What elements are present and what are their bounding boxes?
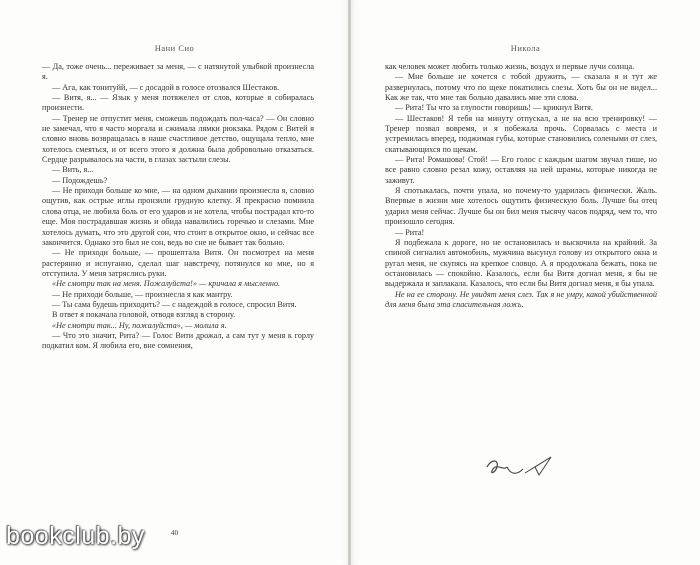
paragraph: — Что это значит, Рита? — Голос Вити дрожал, а сам тут у меня к горлу подкатил ком. Я любила его, вне сомнения, [42,330,314,351]
paragraph: — Не приходи больше, — произнесла я как мантру. [52,289,233,299]
paragraph: — Ты сама будешь приходить? — с надеждой в голосе, спросил Витя. [52,299,297,309]
paragraph: «Не смотри так на меня. Пожалуйста!» — кричала я мысленно. [52,279,281,289]
paragraph: Не на ее сторону. Не увидят меня слез. Так я не умру, какой убийственной для меня была эта спасительная ложь. [385,289,657,309]
paragraph: — Мне больше не хочется с тобой дружить, — сказала я и тут же развернулась, потому что по щеке покатились слезы. Хоть бы он не видел... Как же так, что мне так больно давались мне эти слова. [385,72,657,103]
paragraph: как человек может любить только жизнь, воздух и первые лучи солнца. [385,62,635,71]
paragraph: — Тренер не отпустит меня, сможешь подождать пол-часа? — Он словно не замечал, что я часто моргала и сжимала лямки рюкзака. Рядом с Витей я словно вновь возвращалась в наше счастливое детство, ощущала тепло, мне хотелось смеяться, и от всего этого я должна была добровольно отказаться. Сердце разрывалось на части, в глазах застыли слезы. [42,113,314,165]
paragraph: — Шестаков! Я тебя на минуту отпускал, а не на всю тренировку! — Тренер позвал вовремя, и я побежала прочь. Сорвалась с места и устремилась вперед, поджимая губы, которые становились солеными от слез, скатывающихся по щекам. [385,113,657,154]
paragraph: — Рита! Ромашова! Стой! — Его голос с каждым шагом звучал тише, но все равно словно резал кожу, оставляя на ней шрамы, которые никогда не заживут. [385,155,657,185]
paragraph: — Не приходи больше ко мне, — на одном дыхании произнесла я, словно ощутив, как острые иглы пронзили грудную клетку. Я прекрасно помнила слова отца, не любила боль от его ударов и не хотела, чтобы пострадал кто-то еще. Моя пострадавшая жизнь и обида навалились горечью и слезами. Мне хотелось думать, что это другой сон, что стоит в открытое окно, и сейчас все закончится. Однако это был не сон, ведь во сне не бывает так больно. [42,186,314,247]
paragraph: — Ага, как тонитуйй, — с досадой в голосе отозвался Шестаков. [52,82,280,92]
paragraph: «Не смотри так... Ну, пожалуйста», — молила я. [52,320,227,330]
right-running-head: Никола [510,43,541,53]
left-running-head: Нани Сио [154,43,195,53]
paragraph: — Подождешь? [52,175,108,185]
right-page [351,0,700,565]
paragraph: — Вить, я... [52,165,94,175]
site-watermark: bookclub.by [6,522,145,550]
signature-icon [481,445,561,485]
paragraph: — Рита! Ты что за глупости говоришь! — крикнул Витя. [395,103,593,113]
paragraph: — Витя, я... — Язык у меня потяжелел от слов, которые я собиралась произнести. [42,93,314,113]
left-page [0,0,349,565]
page-number: 40 [170,528,179,537]
paragraph: В ответ я покачала головой, отводя взгляд в сторону. [52,310,236,320]
paragraph: — Да, тоже очень... переживает за меня, — с натянутой улыбкой произнесла я. [42,62,314,82]
paragraph: Я подбежала к дороге, но не остановилась и выскочила на крайний. За спиной сигналил автомобиль, мужчина высунул голову из открытого окна и ругал меня, не скупясь на крепкое словцо. А я продолжала бежать, пока не остановилась — спокойно. Казалось, если бы Витя догнал меня, я бы не выдержала и заплакала. Казалось, что если бы Витя догнал меня, я бы упала. [385,237,657,289]
paragraph: — Не приходи больше, — прошептала Витя. Он посмотрел на меня растерянно и испуганно, сделал шаг навстречу, потянулся ко мне, но я отступила. У меня затряслись руки. [42,248,314,278]
left-text-block [42,62,314,352]
paragraph: — Рита! [395,227,425,237]
paragraph: Я спотыкалась, почти упала, но почему-то ударилась физически. Жаль. Впервые в жизни мне хотелось ощутить физическую боль. Лучше бы отец ударил меня сейчас. Лучше бы он бил меня тысячу часов подряд, чем то, что произошло сегодня. [385,186,657,227]
right-text-block [385,62,657,310]
